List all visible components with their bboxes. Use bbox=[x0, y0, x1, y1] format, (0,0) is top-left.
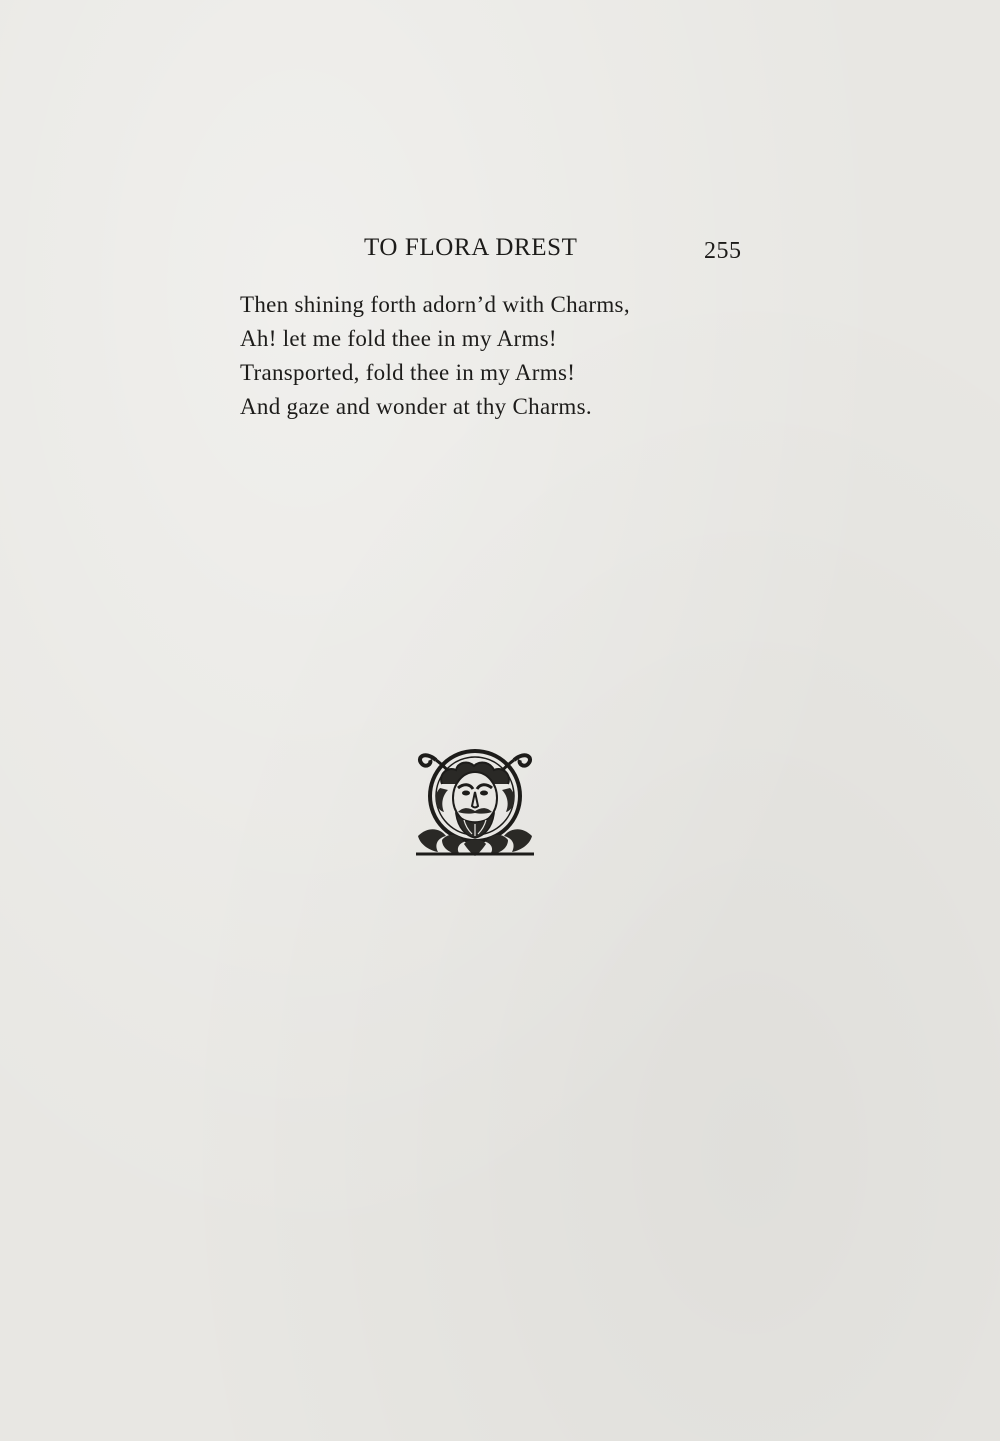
verse-line: Ah! let me fold thee in my Arms! bbox=[240, 326, 557, 351]
poem-stanza bbox=[240, 288, 760, 424]
grotesque-mask-tailpiece-icon bbox=[414, 740, 536, 858]
verse-line: And gaze and wonder at thy Charms. bbox=[240, 394, 592, 419]
running-head-title: TO FLORA DREST bbox=[364, 234, 578, 261]
verse-line: Then shining forth adorn’d with Charms, bbox=[240, 292, 630, 317]
page-number: 255 bbox=[704, 238, 742, 264]
verse-line: Transported, fold thee in my Arms! bbox=[240, 360, 576, 385]
